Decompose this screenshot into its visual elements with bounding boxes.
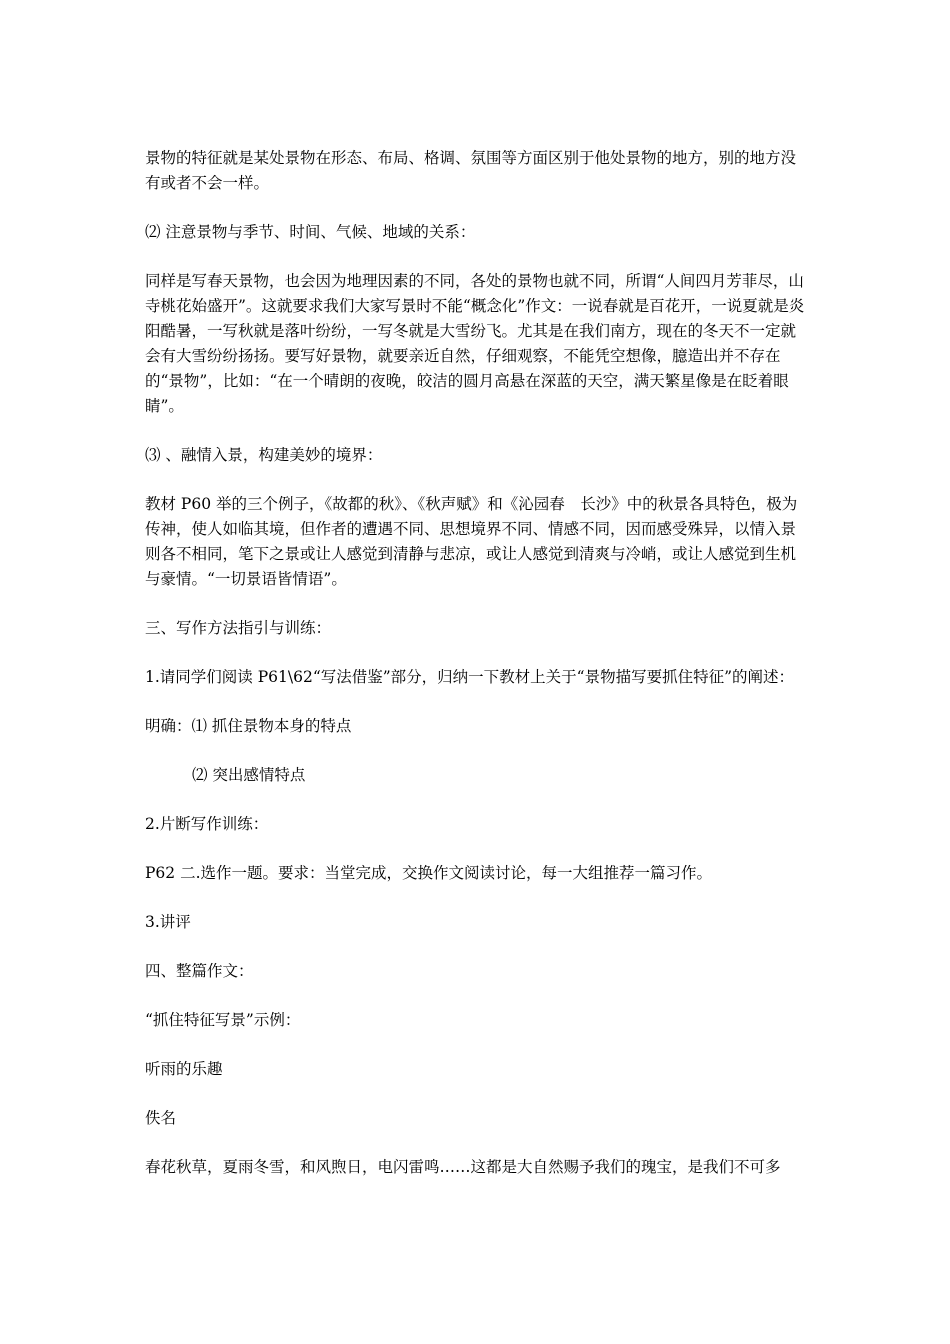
paragraph-clarify-2: ⑵ 突出感情特点 (192, 766, 306, 784)
paragraph-p62-task: P62 二.选作一题。要求：当堂完成，交换作文阅读讨论，每一大组推荐一篇习作。 (145, 864, 713, 882)
paragraph-clarify-1: 明确：⑴ 抓住景物本身的特点 (145, 717, 352, 735)
document-page (145, 146, 810, 1180)
heading-writing-methods: 三、写作方法指引与训练： (145, 619, 332, 637)
paragraph-scenery-feature: 景物的特征就是某处景物在形态、布局、格调、氛围等方面区别于他处景物的地方，别的地方没有或者不会一样。 (145, 149, 797, 192)
heading-emotion-scene: ⑶ 、融情入景，构建美妙的境界： (145, 446, 383, 464)
heading-full-essay: 四、整篇作文： (145, 962, 254, 980)
paragraph-reading-task: 1.请同学们阅读 P61\62“写法借鉴”部分，归纳一下教材上关于“景物描写要抓住特征”的阐述： (145, 668, 795, 686)
essay-title: 听雨的乐趣 (145, 1060, 223, 1078)
essay-author: 佚名 (145, 1109, 177, 1127)
heading-review: 3.讲评 (145, 913, 191, 931)
essay-first-line: 春花秋草，夏雨冬雪，和风煦日，电闪雷鸣……这都是大自然赐予我们的瑰宝，是我们不可多 (145, 1158, 781, 1176)
heading-season-relation: ⑵ 注意景物与季节、时间、气候、地域的关系： (145, 223, 476, 241)
paragraph-spring-example: 同样是写春天景物，也会因为地理因素的不同，各处的景物也就不同，所谓“人间四月芳菲尽，山寺桃花始盛开”。这就要求我们大家写景时不能“概念化”作文：一说春就是百花开，一说夏就是炎阳酷暑，一写秋就是落叶纷纷，一写冬就是大雪纷飞。尤其是在我们南方，现在的冬天不一定就会有大雪纷纷扬扬。要写好景物，就要亲近自然，仔细观察，不能凭空想像，臆造出并不存在的“景物”，比如：“在一个晴朗的夜晚，皎洁的圆月高悬在深蓝的天空，满天繁星像是在眨着眼睛”。 (145, 272, 805, 415)
paragraph-example-intro: “抓住特征写景”示例： (145, 1011, 301, 1029)
heading-fragment-writing: 2.片断写作训练： (145, 815, 269, 833)
paragraph-textbook-examples: 教材 P60 举的三个例子，《故都的秋》、《秋声赋》和《沁园春 长沙》中的秋景各具特色，极为传神，使人如临其境，但作者的遭遇不同、思想境界不同、情感不同，因而感受殊异，以情入景则各不相同，笔下之景或让人感觉到清静与悲凉，或让人感觉到清爽与冷峭，或让人感觉到生机与豪情。“一切景语皆情语”。 (145, 495, 798, 588)
